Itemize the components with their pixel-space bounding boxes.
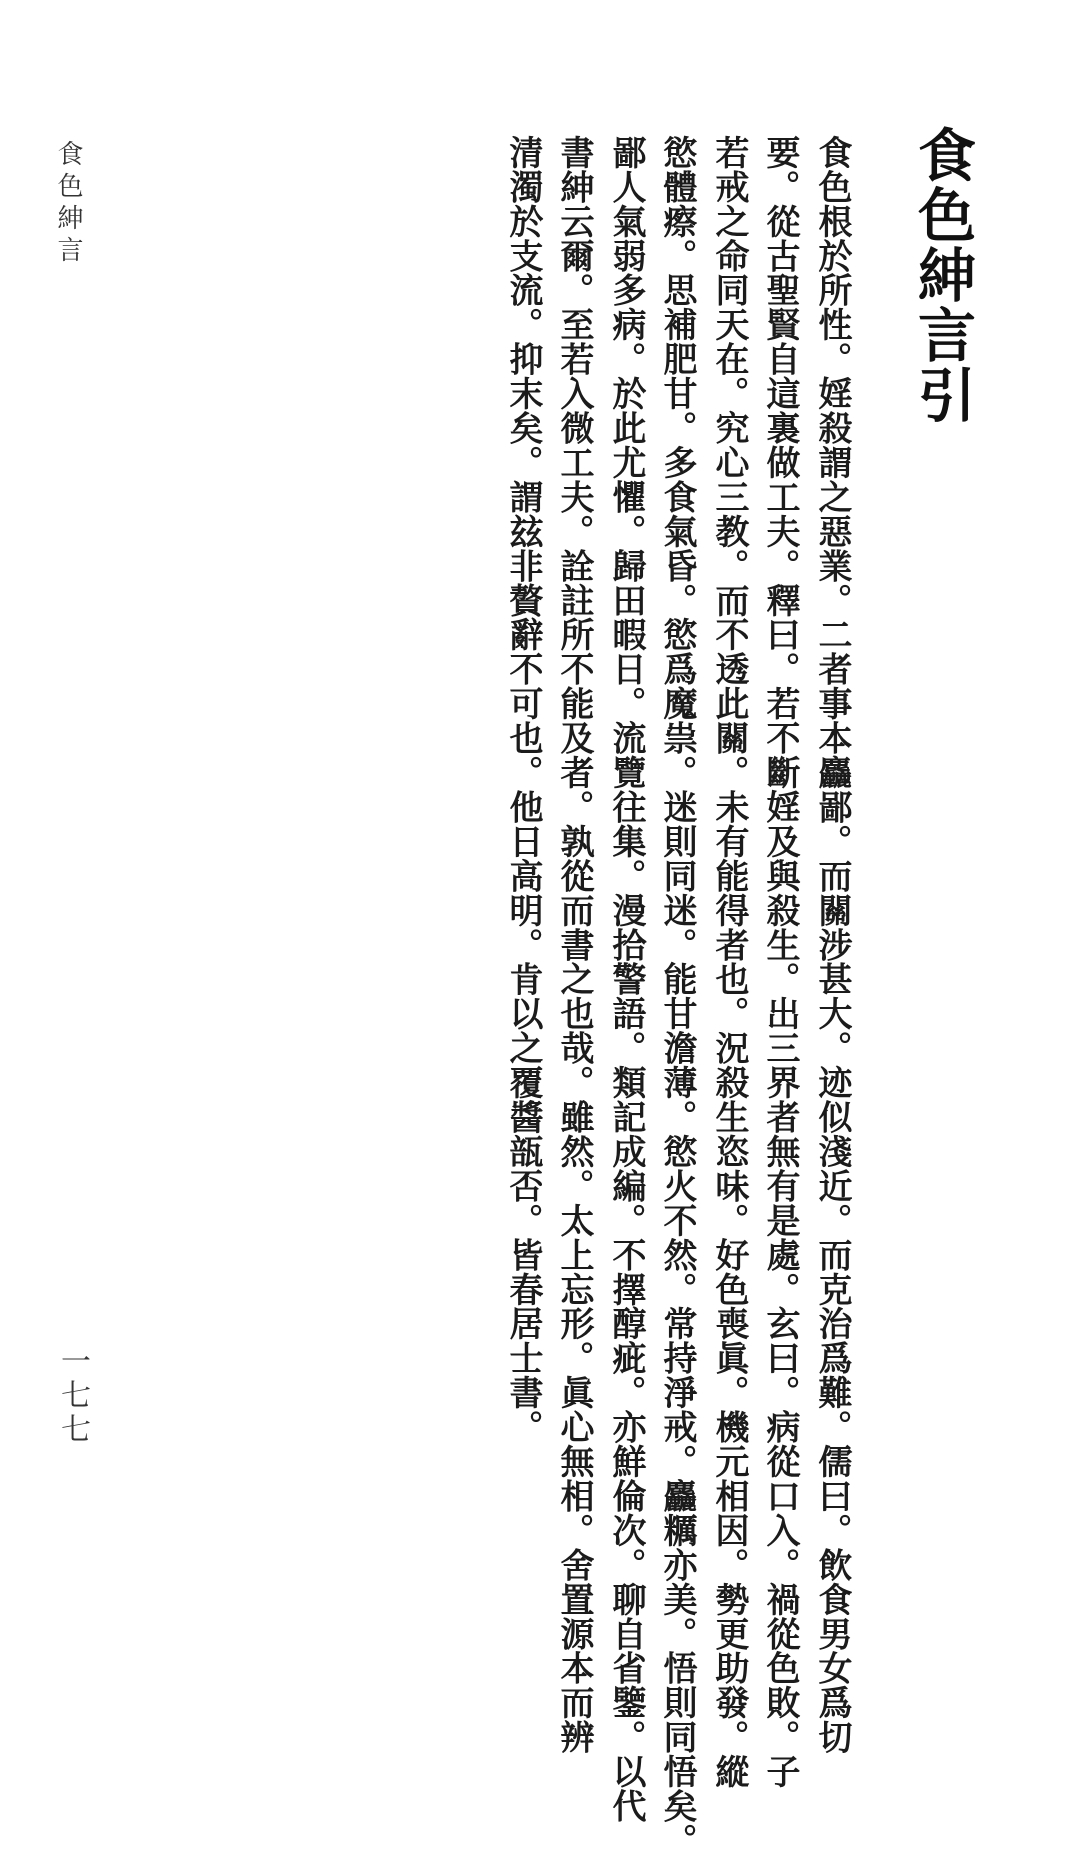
body-column-1: 食色根於所性。婬殺謂之惡業。二者事本麤鄙。而關涉甚大。迹似淺近。而克治爲難。儒曰。飲食男女爲切 xyxy=(812,135,852,1755)
page-number: 一七七 xyxy=(55,1345,90,1447)
body-column-2: 要。從古聖賢自這裏做工夫。釋曰。若不斷婬及與殺生。出三界者無有是處。玄曰。病從口入。禍從色敗。子 xyxy=(760,135,800,1789)
body-column-6: 書紳云爾。至若入微工夫。詮註所不能及者。孰從而書之也哉。雖然。太上忘形。眞心無相。舍置源本而辨 xyxy=(554,135,594,1755)
running-title: 食色紳言 xyxy=(53,140,83,268)
body-column-5: 鄙人氣弱多病。於此尤懼。歸田暇日。流覽往集。漫拾警語。類記成編。不擇醇疵。亦鮮倫次。聊自省鑒。以代 xyxy=(606,135,646,1824)
preface-heading: 食色紳言引 xyxy=(908,125,976,425)
body-column-7: 清濁於支流。抑末矣。謂玆非贅辭不可也。他日高明。肯以之覆醬瓿否。皆春居士書。 xyxy=(503,135,543,1445)
body-column-4: 慾體瘵。思補肥甘。多食氣昏。慾爲魔祟。迷則同迷。能甘澹薄。慾火不然。常持淨戒。麤糲亦美。悟則同悟矣。 xyxy=(657,135,697,1858)
body-column-3: 若戒之命同天在。究心三教。而不透此關。未有能得者也。況殺生恣味。好色喪眞。機元相因。勢更助發。縱 xyxy=(709,135,749,1789)
